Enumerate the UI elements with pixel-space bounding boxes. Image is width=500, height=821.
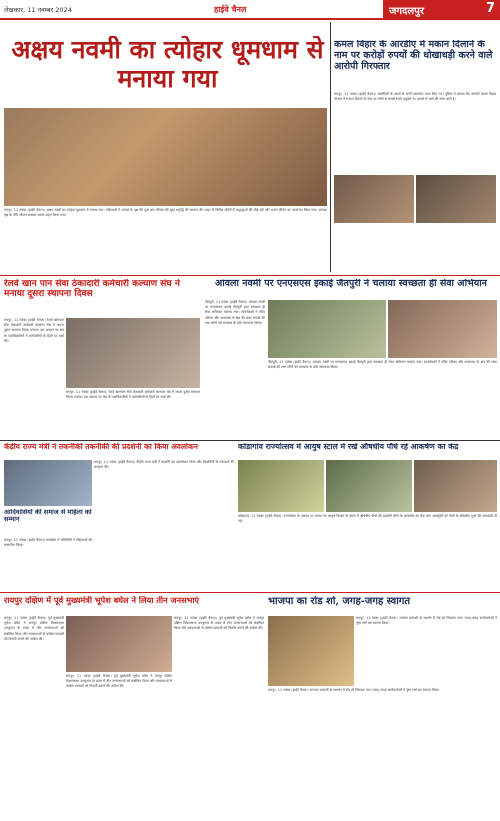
story4-photo-2 xyxy=(388,300,497,358)
story8-body: रायपुर, 11 नवंबर (हाईवे चैनल)। पूर्व मुख्यमंत्री भूपेश बघेल ने रायपुर दक्षिण विधानसभा उपचुनाव के प्रचार में तीन जनसभाओं को संबोधित किया और मतदाताओं से कांग्रेस प्रत्याशी को विजयी बनाने की अपील की। xyxy=(4,616,64,641)
story4-body: जैतपुरी, 11 नवंबर (हाईवे चैनल)। आंवला नवमी पर एनएसएस इकाई जैतपुरी द्वारा स्वच्छता ही सेवा अभियान चलाया गया। स्वयंसेवकों ने मंदिर परिसर और आसपास के क्षेत्र की साफ सफाई की तथा लोगों को स्वच्छता के प्रति जागरूक किया। xyxy=(205,300,265,325)
story7-body: रायपुर, 11 नवंबर (हाईवे चैनल)। कार्यक्रम में अतिथियों ने महिलाओं को सम्मानित किया। xyxy=(4,538,92,548)
masthead xyxy=(0,0,500,20)
page-number: 7 xyxy=(485,1,495,16)
story8-photo xyxy=(66,616,172,672)
story9-body-2: रायपुर, 11 नवंबर (हाईवे चैनल)। भाजपा प्रत्याशी के समर्थन में रोड शो निकाला गया। जगह-जगह कार्यकर्ताओं ने पुष्प वर्षा कर स्वागत किया। xyxy=(268,688,440,692)
story3-photo xyxy=(66,318,200,388)
story6-photo xyxy=(238,460,324,512)
story2-photo-2 xyxy=(416,175,496,223)
story5-headline: केंद्रीय राज्य मंत्री ने तकनीकी तकनीकी की प्रदर्शनी का किया अवलोकन xyxy=(4,443,198,451)
story8-body-2: रायपुर, 11 नवंबर (हाईवे चैनल)। पूर्व मुख्यमंत्री भूपेश बघेल ने रायपुर दक्षिण विधानसभा उपचुनाव के प्रचार में तीन जनसभाओं को संबोधित किया और मतदाताओं से कांग्रेस प्रत्याशी को विजयी बनाने की अपील की। xyxy=(66,674,172,689)
story3-headline: रेलवे खान पान सेवा ठेकादारी कर्मचारी कल्याण संघ ने मनाया दूसरा स्थापना दिवस xyxy=(4,279,180,300)
story5-body: रायपुर, 11 नवंबर (हाईवे चैनल)। केंद्रीय राज्य मंत्री ने प्रदर्शनी का अवलोकन किया और विद्यार्थियों के नवाचारों की सराहना की। xyxy=(94,460,234,470)
story1-body: रायपुर, 11 नवंबर (हाईवे चैनल)। अक्षय नवमी का त्योहार धूमधाम से मनाया गया। महिलाओं ने आंवले के वृक्ष की पूजा कर परिवार की सुख समृद्धि की कामना की। शहर के विभिन्न मंदिरों में श्रद्धालुओं की भीड़ रही और भजन कीर्तन का आयोजन किया गया। आंवला वृक्ष के नीचे भोजन बनाकर प्रसाद ग्रहण किया गया। xyxy=(4,208,327,218)
story1-photo xyxy=(4,108,327,206)
city-name: जगदलपुर xyxy=(389,6,424,17)
story7-headline: आदिवासियों की समाज से महिला को सम्मान xyxy=(4,509,92,524)
story1-headline: अक्षय नवमी का त्योहार धूमधाम से मनाया गया xyxy=(11,36,324,93)
story4-photo xyxy=(268,300,386,358)
story2-photo xyxy=(334,175,414,223)
story3-body-2: रायपुर, 11 नवंबर (हाईवे चैनल)। रेलवे खानपान सेवा ठेकादारी कर्मचारी कल्याण संघ ने अपना दूसरा स्थापना दिवस मनाया। इस अवसर पर संघ के पदाधिकारियों ने कर्मचारियों के हितों पर चर्चा की। xyxy=(66,390,200,400)
story3-body: रायपुर, 11 नवंबर (हाईवे चैनल)। रेलवे खानपान सेवा ठेकादारी कर्मचारी कल्याण संघ ने अपना दूसरा स्थापना दिवस मनाया। इस अवसर पर संघ के पदाधिकारियों ने कर्मचारियों के हितों पर चर्चा की। xyxy=(4,318,64,343)
issue-date: लेखकार, 11 नवम्बर 2024 xyxy=(4,6,72,14)
story4-headline: आंवला नवमी पर एनएसएस इकाई जैतपुरी ने चलाया स्वच्छता ही सेवा अभियान xyxy=(215,279,487,289)
story9-headline: भाजपा का रोड शो, जगह-जगह स्वागत xyxy=(268,596,411,607)
city-banner xyxy=(383,0,500,18)
story6-body: कोंडागांव, 11 नवंबर (हाईवे चैनल)। राज्योत्सव के अवसर पर लगाए गए आयुष विभाग के स्टाल में औषधीय पौधों की प्रदर्शनी लोगों के आकर्षण का केंद्र रही। आगंतुकों को पौधों के औषधीय गुणों की जानकारी दी गई। xyxy=(238,514,497,524)
story6-headline: कोंडागांव राज्योत्सव में आयुष स्टाल में रखे औषधीय पौधे रहे आकर्षण का केंद्र xyxy=(238,443,459,451)
edition-name: हाईवे चैनल xyxy=(214,5,247,14)
story4-body-2: जैतपुरी, 11 नवंबर (हाईवे चैनल)। आंवला नवमी पर एनएसएस इकाई जैतपुरी द्वारा स्वच्छता ही सेवा अभियान चलाया गया। स्वयंसेवकों ने मंदिर परिसर और आसपास के क्षेत्र की साफ सफाई की तथा लोगों को स्वच्छता के प्रति जागरूक किया। xyxy=(268,360,497,370)
story6-photo-2 xyxy=(326,460,412,512)
story5-photo xyxy=(4,460,92,506)
story9-photo xyxy=(268,616,354,686)
story6-photo-3 xyxy=(414,460,497,512)
story2-body: रायपुर, 11 नवंबर (हाईवे चैनल)। आरोपियों के कब्जे से फर्जी दस्तावेज जब्त किए गए। पुलिस ने बताया कि आरोपी कमल विहार योजना में मकान दिलाने के नाम पर लोगों से लाखों रुपये वसूलते थे। मामले में आगे की जांच जारी है। xyxy=(334,92,496,102)
story9-body: रायपुर, 11 नवंबर (हाईवे चैनल)। भाजपा प्रत्याशी के समर्थन में रोड शो निकाला गया। जगह-जगह कार्यकर्ताओं ने पुष्प वर्षा कर स्वागत किया। xyxy=(356,616,497,626)
story8-headline: रायपुर दक्षिण में पूर्व मुख्यमंत्री भूपेश बघेल ने लिया तीन जनसभाएं xyxy=(4,596,200,605)
story2-headline-text: कमल विहार के आरडीए में मकान दिलाने के नाम पर करोड़ों रुपयों की धोखाधड़ी करने वाले आरोपी गिरफ्तार xyxy=(334,40,493,72)
story8-body-3: रायपुर, 11 नवंबर (हाईवे चैनल)। पूर्व मुख्यमंत्री भूपेश बघेल ने रायपुर दक्षिण विधानसभा उपचुनाव के प्रचार में तीन जनसभाओं को संबोधित किया और मतदाताओं से कांग्रेस प्रत्याशी को विजयी बनाने की अपील की। xyxy=(174,616,264,631)
